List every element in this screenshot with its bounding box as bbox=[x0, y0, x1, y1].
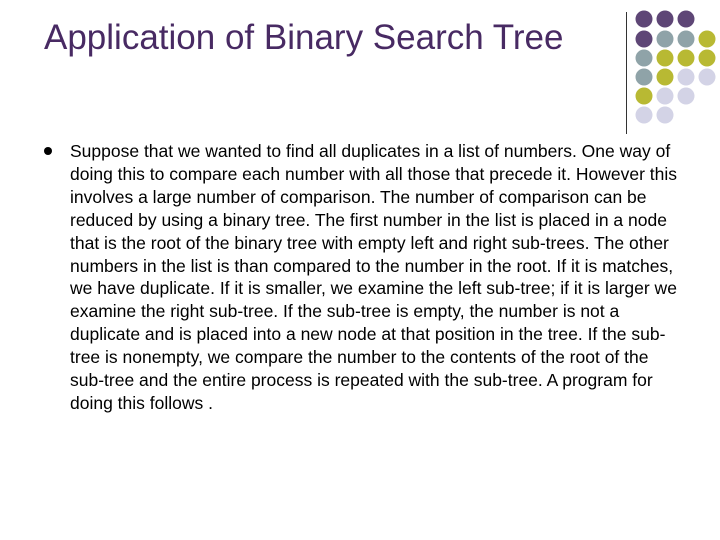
decorative-dot bbox=[699, 69, 716, 86]
decorative-dot bbox=[699, 31, 716, 48]
bullet-list bbox=[44, 140, 684, 415]
decorative-dot bbox=[657, 88, 674, 105]
decorative-dot bbox=[636, 107, 653, 124]
bullet-dot-icon bbox=[44, 147, 52, 155]
decorative-dot bbox=[636, 31, 653, 48]
slide-title: Application of Binary Search Tree bbox=[44, 18, 564, 57]
decorative-dot bbox=[636, 88, 653, 105]
bullet-item bbox=[44, 140, 684, 415]
decorative-dot bbox=[657, 69, 674, 86]
decorative-dot bbox=[636, 69, 653, 86]
decorative-dot bbox=[678, 50, 695, 67]
decorative-dot bbox=[636, 11, 653, 28]
bullet-text: Suppose that we wanted to find all duplicates in a list of numbers. One way of doing this to compare each number with all those that precede it. However this involves a large number of comparison. The number of comparison can be reduced by using a binary tree. The first number in the list is placed in a node that is the root of the binary tree with empty left and right sub-trees. The other numbers in the list is than compared to the number in the root. If it is matches, we have duplicate. If it is smaller, we examine the left sub-tree; if it is larger we examine the right sub-tree. If the sub-tree is empty, the number is not a duplicate and is placed into a new node at that position in the tree. If the sub-tree is nonempty, we compare the number to the contents of the root of the sub-tree and the entire process is repeated with the sub-tree. A program for doing this follows . bbox=[70, 141, 677, 413]
decorative-dot bbox=[657, 11, 674, 28]
decorative-dot bbox=[678, 88, 695, 105]
decorative-dot bbox=[678, 11, 695, 28]
title-divider-line bbox=[626, 12, 627, 134]
decorative-dot bbox=[699, 50, 716, 67]
decorative-dot bbox=[678, 31, 695, 48]
decorative-dot bbox=[657, 50, 674, 67]
decorative-dot bbox=[657, 31, 674, 48]
decorative-dot bbox=[657, 107, 674, 124]
decorative-dot bbox=[636, 50, 653, 67]
decorative-dot bbox=[678, 69, 695, 86]
